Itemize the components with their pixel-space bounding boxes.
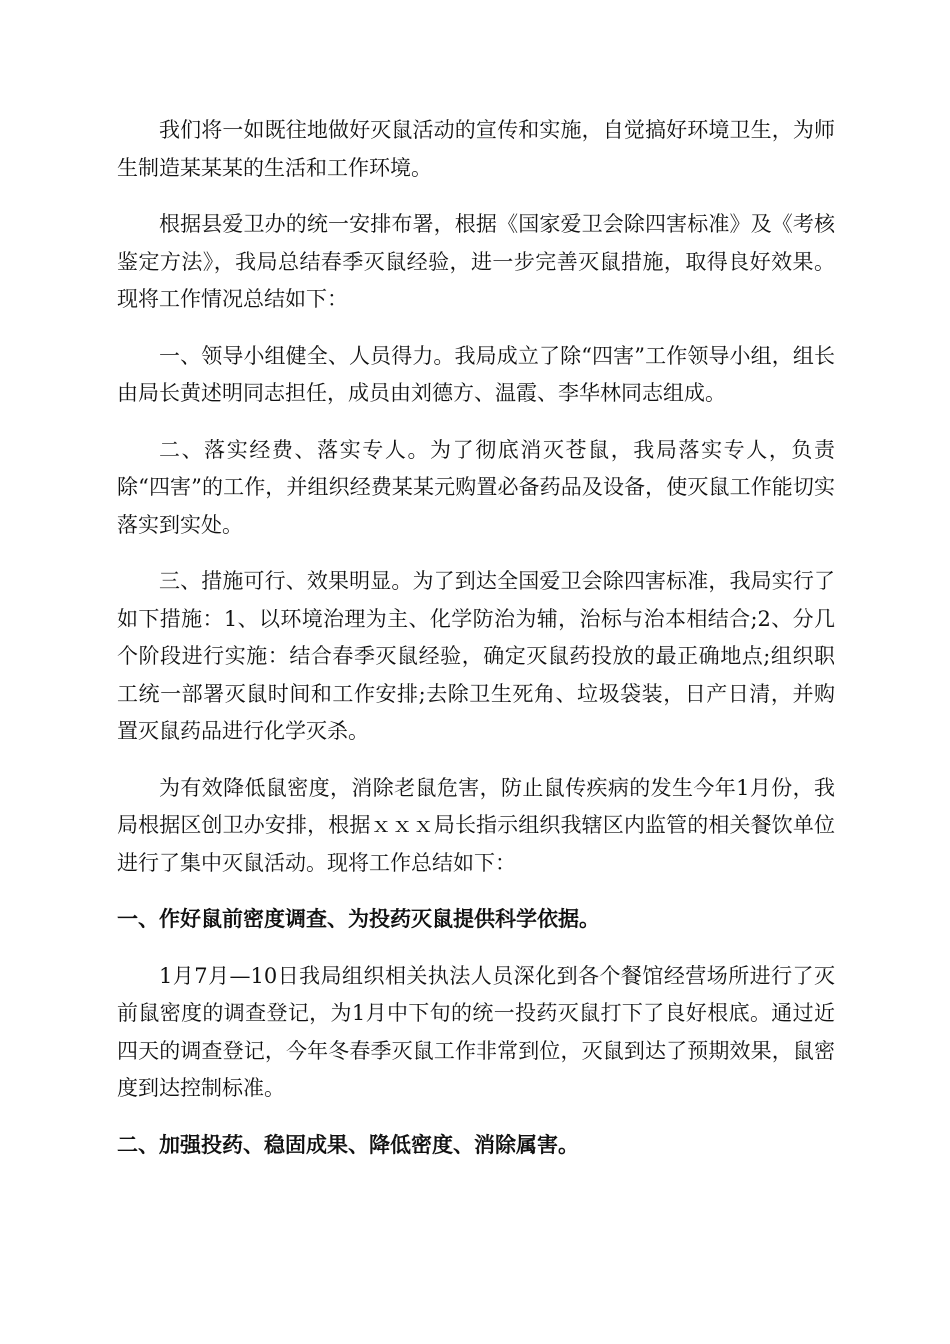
paragraph-january-campaign: 为有效降低鼠密度，消除老鼠危害，防止鼠传疾病的发生今年1月份，我局根据区创卫办安排，根据ｘｘｘ局长指示组织我辖区内监管的相关餐饮单位进行了集中灭鼠活动。现将工作总结如下： — [117, 775, 835, 875]
paragraph-intro: 我们将一如既往地做好灭鼠活动的宣传和实施，自觉搞好环境卫生，为师生制造某某某的生活和工作环境。 — [117, 118, 835, 180]
section-heading-baiting: 二、加强投药、稳固成果、降低密度、消除属害。 — [117, 1132, 579, 1157]
paragraph-measures: 三、措施可行、效果明显。为了到达全国爱卫会除四害标准，我局实行了如下措施：1、以环境治理为主、化学防治为辅，治标与治本相结合;2、分几个阶段进行实施：结合春季灭鼠经验，确定灭鼠药投放的最正确地点;组织职工统一部署灭鼠时间和工作安排;去除卫生死角、垃圾袋装，日产日清，并购置灭鼠药品进行化学灭杀。 — [117, 569, 835, 743]
paragraph-funding: 二、落实经费、落实专人。为了彻底消灭苍鼠，我局落实专人，负责除“四害”的工作，并组织经费某某元购置必备药品及设备，使灭鼠工作能切实落实到实处。 — [117, 437, 835, 537]
paragraph-background: 根据县爱卫办的统一安排布署，根据《国家爱卫会除四害标准》及《考核鉴定方法》，我局总结春季灭鼠经验，进一步完善灭鼠措施，取得良好效果。现将工作情况总结如下： — [117, 212, 835, 311]
paragraph-survey-details: 1月7月—10日我局组织相关执法人员深化到各个餐馆经营场所进行了灭前鼠密度的调查登记，为1月中下旬的统一投药灭鼠打下了良好根底。通过近四天的调查登记，今年冬春季灭鼠工作非常到位，灭鼠到达了预期效果，鼠密度到达控制标准。 — [117, 963, 835, 1100]
section-heading-survey: 一、作好鼠前密度调查、为投药灭鼠提供科学依据。 — [117, 907, 600, 931]
paragraph-leadership-group: 一、领导小组健全、人员得力。我局成立了除“四害”工作领导小组，组长由局长黄述明同志担任，成员由刘德方、温霞、李华林同志组成。 — [117, 343, 835, 405]
document-page — [117, 112, 835, 1183]
